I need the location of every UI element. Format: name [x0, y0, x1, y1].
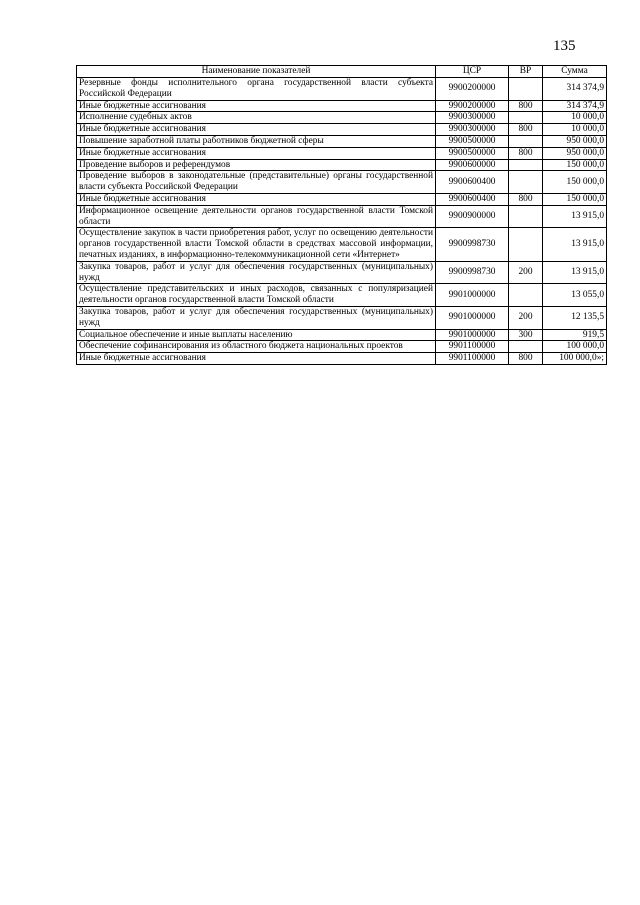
cell-sum: 950 000,0	[543, 147, 607, 159]
cell-vr: 800	[509, 100, 543, 112]
cell-sum: 13 915,0	[543, 205, 607, 228]
cell-vr: 200	[509, 261, 543, 284]
cell-csr: 9900500000	[436, 147, 509, 159]
cell-sum: 100 000,0»;	[543, 353, 607, 365]
cell-vr	[509, 205, 543, 228]
table-row	[77, 171, 607, 194]
cell-csr: 9900600000	[436, 159, 509, 171]
table-body	[77, 78, 607, 365]
cell-vr: 800	[509, 193, 543, 205]
cell-csr: 9900900000	[436, 205, 509, 228]
table-row	[77, 193, 607, 205]
table-row	[77, 306, 607, 329]
cell-csr: 9901000000	[436, 284, 509, 307]
cell-csr: 9900200000	[436, 78, 509, 101]
cell-name: Иные бюджетные ассигнования	[77, 147, 436, 159]
table-row	[77, 341, 607, 353]
cell-name: Резервные фонды исполнительного органа государственной власти субъекта Российской Федерации	[77, 78, 436, 101]
cell-sum: 13 915,0	[543, 261, 607, 284]
table-row	[77, 135, 607, 147]
cell-vr	[509, 135, 543, 147]
cell-csr: 9901000000	[436, 306, 509, 329]
header-sum: Сумма	[543, 66, 607, 78]
cell-name: Закупка товаров, работ и услуг для обеспечения государственных (муниципальных) нужд	[77, 306, 436, 329]
cell-csr: 9900998730	[436, 228, 509, 261]
table-row	[77, 147, 607, 159]
cell-name: Осуществление представительских и иных расходов, связанных с популяризацией деятельности органов государственной власти Томской области	[77, 284, 436, 307]
budget-table	[76, 65, 607, 365]
header-vr: ВР	[509, 66, 543, 78]
cell-csr: 9901100000	[436, 353, 509, 365]
cell-sum: 950 000,0	[543, 135, 607, 147]
cell-vr: 300	[509, 329, 543, 341]
cell-name: Осуществление закупок в части приобретения работ, услуг по освещению деятельности органов государственной власти Томской области в средствах массовой информации, печатных изданиях, в информационно-телекоммуникационной сети «Интернет»	[77, 228, 436, 261]
page-number: 135	[553, 38, 576, 54]
cell-csr: 9900500000	[436, 135, 509, 147]
cell-sum: 13 915,0	[543, 228, 607, 261]
table-header	[77, 66, 607, 78]
cell-vr	[509, 159, 543, 171]
cell-vr	[509, 284, 543, 307]
cell-sum: 314 374,9	[543, 78, 607, 101]
cell-csr: 9901100000	[436, 341, 509, 353]
table-row	[77, 78, 607, 101]
cell-sum: 919,5	[543, 329, 607, 341]
cell-name: Обеспечение софинансирования из областного бюджета национальных проектов	[77, 341, 436, 353]
cell-vr: 200	[509, 306, 543, 329]
cell-name: Повышение заработной платы работников бюджетной сферы	[77, 135, 436, 147]
cell-sum: 150 000,0	[543, 171, 607, 194]
cell-csr: 9900600400	[436, 193, 509, 205]
cell-csr: 9900300000	[436, 124, 509, 136]
cell-sum: 314 374,9	[543, 100, 607, 112]
cell-sum: 10 000,0	[543, 112, 607, 124]
cell-vr	[509, 112, 543, 124]
cell-name: Иные бюджетные ассигнования	[77, 100, 436, 112]
header-name: Наименование показателей	[77, 66, 436, 78]
table-row	[77, 261, 607, 284]
header-csr: ЦСР	[436, 66, 509, 78]
cell-vr	[509, 171, 543, 194]
cell-vr	[509, 78, 543, 101]
table-row	[77, 284, 607, 307]
table-row	[77, 329, 607, 341]
cell-name: Социальное обеспечение и иные выплаты населению	[77, 329, 436, 341]
cell-csr: 9900200000	[436, 100, 509, 112]
table-row	[77, 100, 607, 112]
cell-name: Иные бюджетные ассигнования	[77, 353, 436, 365]
table-row	[77, 228, 607, 261]
cell-sum: 13 055,0	[543, 284, 607, 307]
cell-sum: 12 135,5	[543, 306, 607, 329]
cell-sum: 150 000,0	[543, 193, 607, 205]
table-row	[77, 124, 607, 136]
cell-name: Проведение выборов в законодательные (представительные) органы государственной власти субъекта Российской Федерации	[77, 171, 436, 194]
cell-vr: 800	[509, 353, 543, 365]
cell-csr: 9901000000	[436, 329, 509, 341]
cell-csr: 9900600400	[436, 171, 509, 194]
cell-name: Исполнение судебных актов	[77, 112, 436, 124]
cell-vr: 800	[509, 124, 543, 136]
cell-sum: 100 000,0	[543, 341, 607, 353]
cell-name: Иные бюджетные ассигнования	[77, 124, 436, 136]
table-row	[77, 159, 607, 171]
cell-csr: 9900300000	[436, 112, 509, 124]
cell-sum: 10 000,0	[543, 124, 607, 136]
table-row	[77, 112, 607, 124]
header-row	[77, 66, 607, 78]
cell-sum: 150 000,0	[543, 159, 607, 171]
cell-name: Проведение выборов и референдумов	[77, 159, 436, 171]
cell-vr: 800	[509, 147, 543, 159]
cell-vr	[509, 341, 543, 353]
cell-name: Закупка товаров, работ и услуг для обеспечения государственных (муниципальных) нужд	[77, 261, 436, 284]
table-row	[77, 205, 607, 228]
cell-name: Информационное освещение деятельности органов государственной власти Томской области	[77, 205, 436, 228]
cell-vr	[509, 228, 543, 261]
cell-name: Иные бюджетные ассигнования	[77, 193, 436, 205]
table-row	[77, 353, 607, 365]
cell-csr: 9900998730	[436, 261, 509, 284]
